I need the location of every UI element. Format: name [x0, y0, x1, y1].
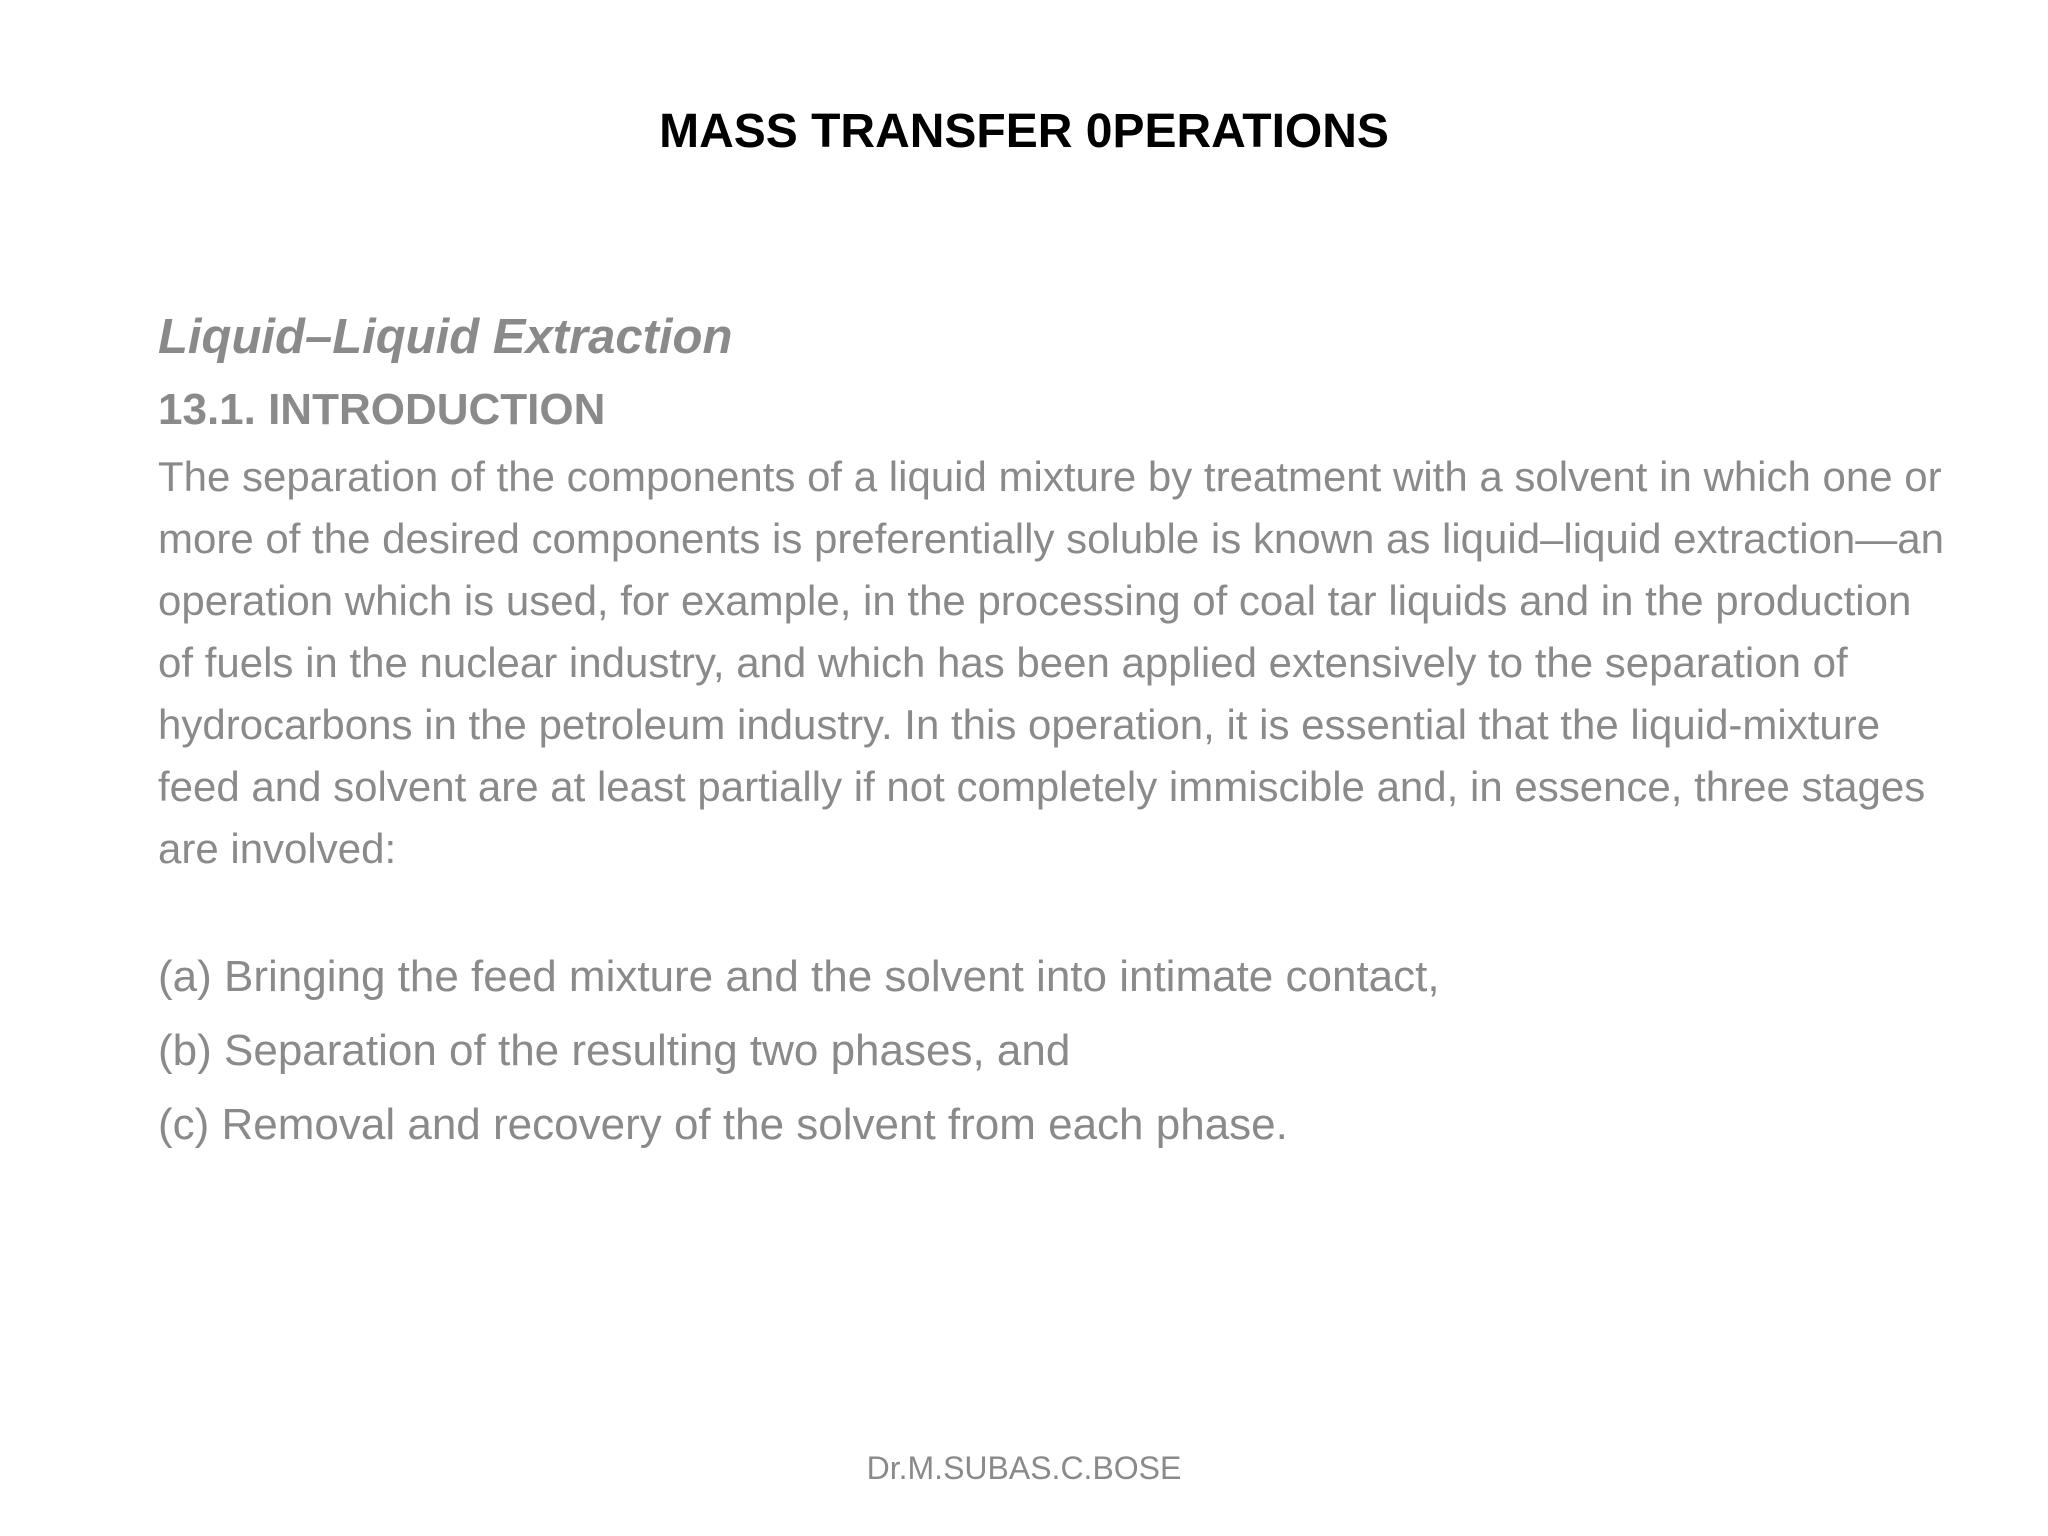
section-heading: 13.1. INTRODUCTION: [158, 385, 606, 434]
intro-paragraph: The separation of the components of a liquid mixture by treatment with a solvent in which one or more of the desired components is preferentially soluble is known as liquid–liquid extraction—an operation which is used, for example, in the processing of coal tar liquids and in the production of fuels in the nuclear industry, and which has been applied extensively to the separation of hydrocarbons in the petroleum industry. In this operation, it is essential that the liquid-mixture feed and solvent are at least partially if not completely immiscible and, in essence, three stages are involved:: [158, 453, 1944, 872]
stage-item-a: (a) Bringing the feed mixture and the solvent into intimate contact,: [158, 952, 1440, 1001]
slide-subtitle: Liquid–Liquid Extraction: [158, 310, 733, 364]
stage-item-b: (b) Separation of the resulting two phases, and: [158, 1026, 1071, 1075]
author-footer: Dr.M.SUBAS.C.BOSE: [866, 1450, 1182, 1486]
slide-content: [158, 300, 1958, 1162]
stages-list: [158, 940, 1958, 1162]
stage-item-c: (c) Removal and recovery of the solvent from each phase.: [158, 1100, 1288, 1149]
slide-title: MASS TRANSFER 0PERATIONS: [659, 105, 1389, 158]
